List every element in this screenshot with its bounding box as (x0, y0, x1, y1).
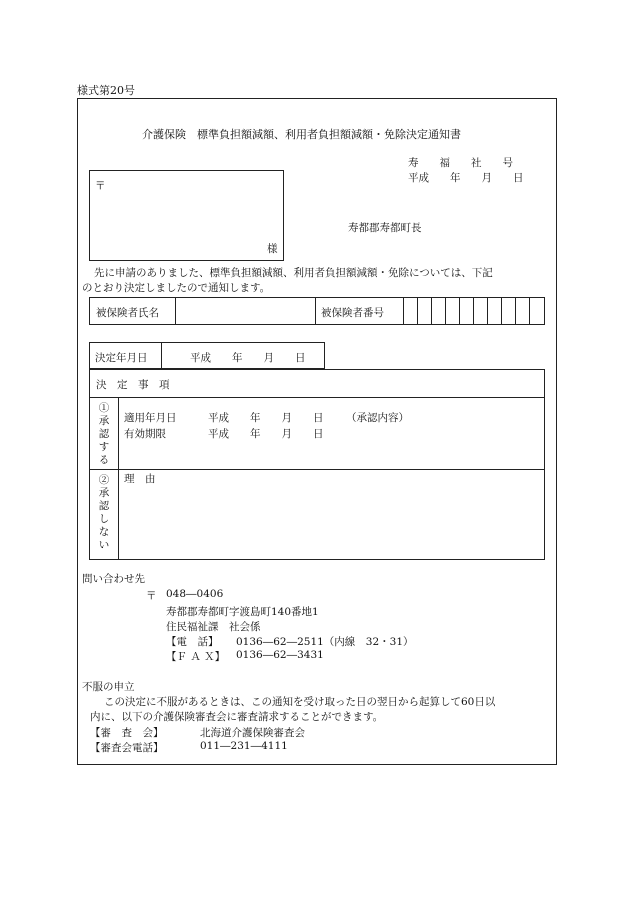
insured-number-digit-cell[interactable] (516, 298, 530, 324)
decision-items-label: 決 定 事 項 (96, 379, 170, 391)
approve-apply-date-value: 平成 年 月 日 (208, 412, 324, 424)
postal-mark: 〒 (95, 180, 106, 192)
contact-heading: 問い合わせ先 (82, 573, 145, 585)
insured-number-digit-cell[interactable] (460, 298, 474, 324)
insured-number-label: 被保険者番号 (321, 307, 384, 319)
contact-fax-label: 【Ｆ Ａ Ｘ】 (166, 651, 226, 663)
contact-fax-value: 0136―62―3431 (236, 649, 324, 661)
decision-items-table (89, 369, 545, 560)
decision-date-label: 決定年月日 (95, 352, 148, 364)
document-title: 介護保険 標準負担額減額、利用者負担額減額・免除決定通知書 (142, 128, 461, 141)
objection-heading: 不服の申立 (82, 681, 135, 693)
contact-postal-code: 048―0406 (166, 588, 224, 600)
approve-content-note: （承認内容） (346, 412, 409, 424)
review-board-tel-value: 011―231―4111 (200, 740, 288, 752)
insured-number-digit-cell[interactable] (432, 298, 446, 324)
objection-line-1: この決定に不服があるときは、この通知を受け取った日の翌日から起算して60日以 (104, 696, 496, 708)
issuer-name: 寿都郡寿都町長 (348, 222, 422, 234)
review-board-value: 北海道介護保険審査会 (200, 727, 305, 739)
reject-reason-label: 理 由 (124, 473, 156, 485)
decision-date-row (89, 342, 325, 369)
insured-number-digit-cell[interactable] (446, 298, 460, 324)
approve-valid-until-label: 有効期限 (124, 428, 166, 440)
contact-department: 住民福祉課 社会係 (166, 621, 261, 633)
form-number: 様式第20号 (77, 84, 135, 97)
insured-number-digit-cell[interactable] (488, 298, 502, 324)
review-board-label: 【審 査 会】 (90, 727, 164, 739)
contact-postal-mark: 〒 (146, 590, 157, 602)
insured-number-digit-cell[interactable] (530, 298, 544, 324)
reject-label: ②承認しない (98, 474, 110, 551)
insured-number-digit-cell[interactable] (404, 298, 418, 324)
approve-label: ①承認する (98, 402, 110, 466)
approve-valid-until-value: 平成 年 月 日 (208, 428, 324, 440)
objection-line-2: 内に、以下の介護保険審査会に審査請求することができます。 (90, 711, 384, 723)
intro-line-2: のとおり決定しましたので通知します。 (82, 282, 271, 294)
approve-apply-date-label: 適用年月日 (124, 412, 177, 424)
insured-number-digit-cell[interactable] (474, 298, 488, 324)
document-number-label: 寿 福 社 号 (408, 157, 513, 169)
intro-line-1: 先に申請のありました、標準負担額減額、利用者負担額減額・免除については、下記 (94, 267, 493, 279)
insured-number-digit-cell[interactable] (418, 298, 432, 324)
review-board-tel-label: 【審査会電話】 (90, 742, 164, 754)
recipient-address-box (89, 170, 284, 261)
insured-info-row (89, 297, 545, 325)
contact-address: 寿都郡寿都町字渡島町140番地1 (166, 606, 319, 618)
recipient-honorific: 様 (267, 243, 278, 255)
contact-tel-label: 【電 話】 (166, 636, 219, 648)
insured-number-digit-cell[interactable] (502, 298, 516, 324)
insured-name-label: 被保険者氏名 (96, 307, 159, 319)
decision-date-value: 平成 年 月 日 (190, 352, 306, 364)
insured-name-field[interactable] (176, 298, 316, 324)
contact-tel-value: 0136―62―2511（内線 32・31） (236, 636, 414, 648)
document-date-label: 平成 年 月 日 (408, 172, 524, 184)
